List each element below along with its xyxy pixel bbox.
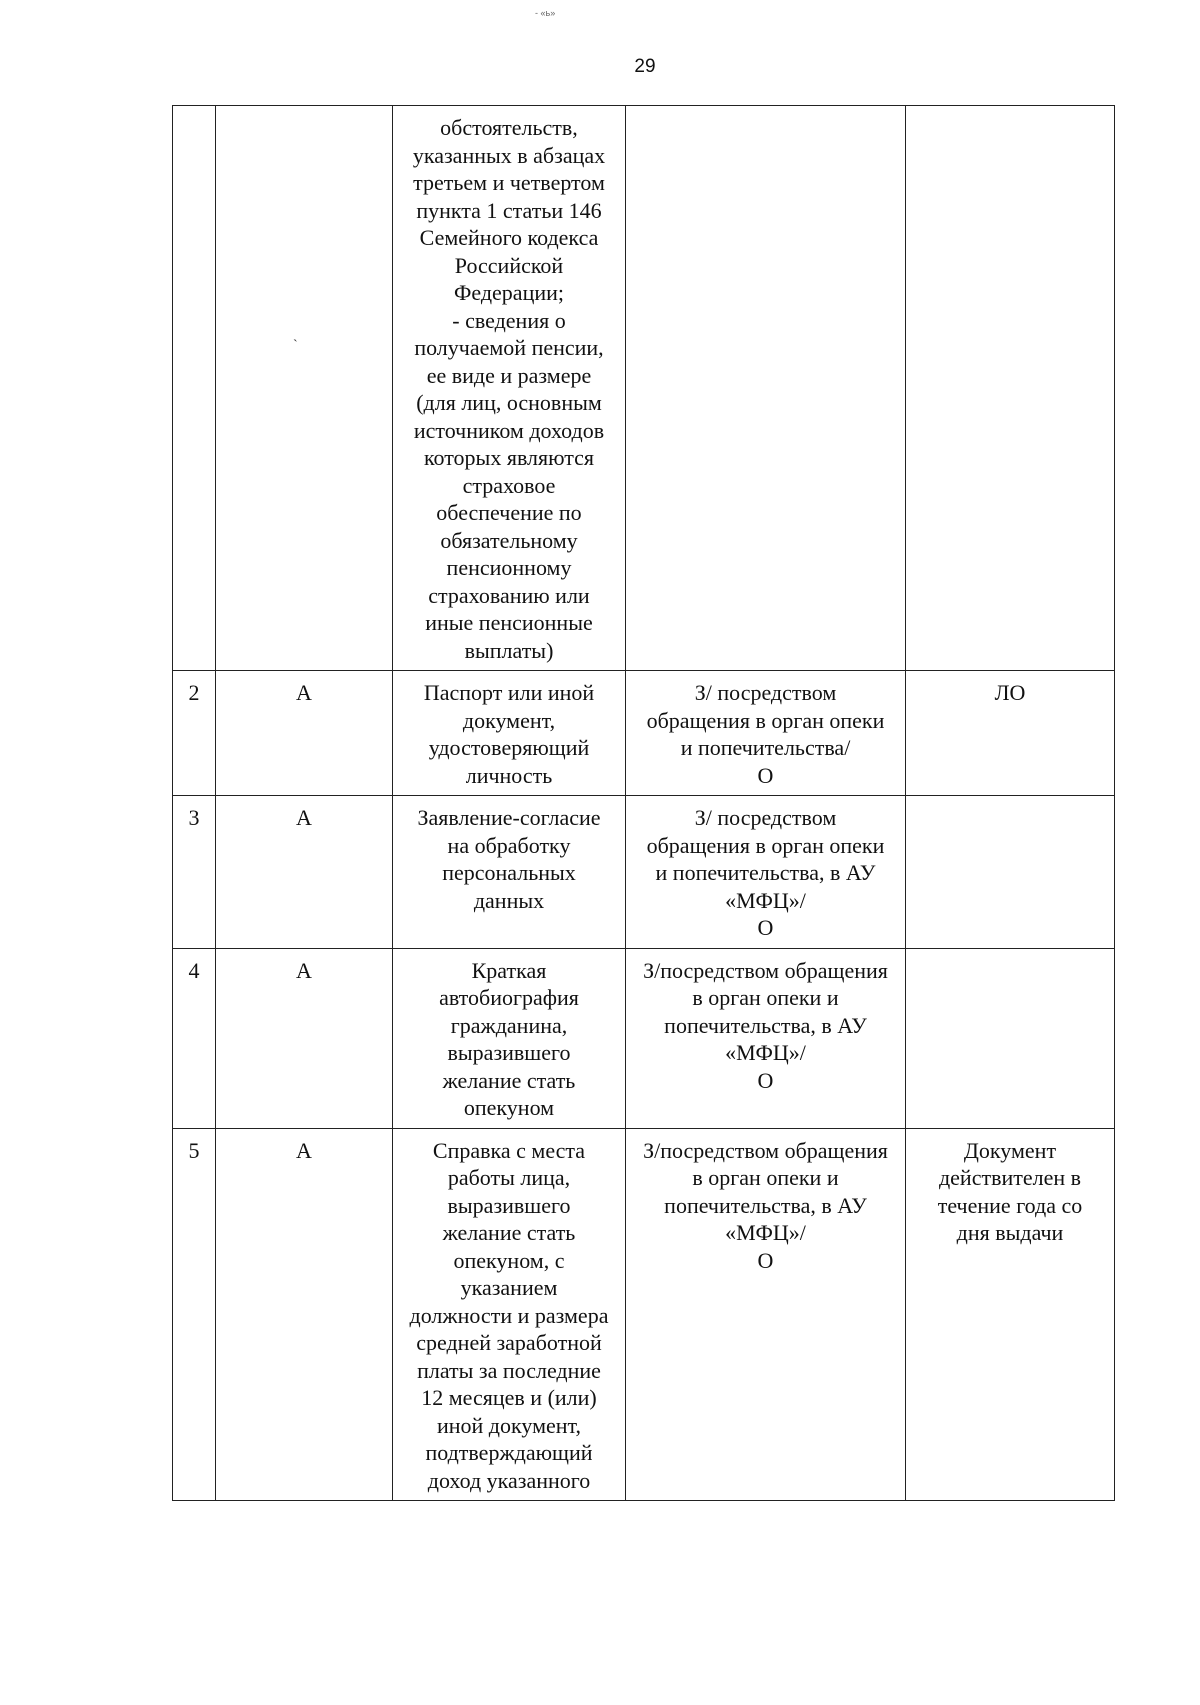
submission-method-line: З/ посредством — [694, 680, 837, 705]
document-name-line: иные пенсионные — [425, 610, 593, 635]
document-name-line: выплаты) — [464, 637, 554, 663]
document-name-line: иной документ, — [436, 1412, 582, 1438]
row-number-cell — [173, 671, 216, 796]
document-name-line: третьем и четвертом — [413, 170, 605, 195]
document-name-line: которых являются — [423, 445, 595, 470]
document-name-line: на обработку — [447, 832, 571, 858]
documents-table-body — [173, 106, 1115, 1501]
document-name-cell — [393, 671, 626, 796]
scan-artifact-tick: ` — [293, 338, 298, 353]
submission-method-line: обращения в орган опеки — [646, 707, 885, 733]
submission-method-line: О — [757, 1247, 774, 1273]
category-cell — [216, 671, 393, 796]
row-number-cell — [173, 948, 216, 1128]
document-name-line: Справка с места — [432, 1137, 586, 1163]
document-name-line: средней заработной — [416, 1330, 602, 1355]
submission-method-line: попечительства, в АУ — [664, 1012, 867, 1038]
submission-method-line: обращения в орган опеки — [646, 832, 885, 858]
row-number-text: 5 — [188, 1137, 200, 1163]
row-number-cell — [173, 106, 216, 671]
document-name-line: - сведения о — [452, 307, 566, 333]
row-number-text: 2 — [188, 680, 200, 705]
table-row — [173, 948, 1115, 1128]
submission-method-line: попечительства, в АУ — [664, 1192, 867, 1218]
submission-method-cell — [626, 1128, 906, 1501]
category-cell — [216, 1128, 393, 1501]
document-name-line: указанных в абзацах — [412, 142, 606, 168]
submission-method-cell — [626, 106, 906, 671]
document-name-line: выразившего — [447, 1040, 571, 1065]
note-line: ЛО — [994, 680, 1026, 705]
submission-method-line: О — [757, 1067, 774, 1093]
document-name-line: страхованию или — [428, 582, 590, 608]
table-row — [173, 796, 1115, 949]
note-cell — [906, 948, 1115, 1128]
document-name-line: автобиография — [439, 985, 579, 1010]
document-name-line: персональных — [442, 860, 576, 885]
category-text: А — [296, 680, 312, 705]
category-cell — [216, 106, 393, 671]
document-name-line: опекуном — [463, 1095, 555, 1120]
document-name-line: Федерации; — [453, 280, 564, 305]
document-name-line: страховое — [462, 472, 556, 498]
page-number: 29 — [634, 56, 656, 77]
document-name-line: источником доходов — [413, 417, 605, 443]
document-name-line: опекуном, с — [453, 1247, 565, 1273]
note-line: течение года со — [937, 1192, 1083, 1218]
document-name-line: личность — [465, 762, 553, 788]
document-name-line: должности и размера — [409, 1302, 609, 1328]
document-name-line: ее виде и размере — [426, 362, 592, 388]
document-name-line: доход указанного — [427, 1467, 591, 1493]
document-name-cell — [393, 796, 626, 949]
submission-method-line: в орган опеки и — [692, 985, 839, 1010]
submission-method-line: О — [757, 762, 774, 788]
document-name-line: Российской — [454, 252, 564, 278]
document-name-line: указанием — [460, 1275, 558, 1300]
scan-artifact-mark: - «ь» — [535, 8, 556, 18]
table-row — [173, 671, 1115, 796]
submission-method-line: «МФЦ»/ — [725, 1040, 806, 1065]
document-name-line: выразившего — [447, 1192, 571, 1218]
category-cell — [216, 948, 393, 1128]
table-row — [173, 1128, 1115, 1501]
document-name-line: подтверждающий — [425, 1440, 593, 1465]
document-name-line: работы лица, — [447, 1165, 571, 1190]
note-line: Документ — [963, 1137, 1057, 1163]
document-name-line: пенсионному — [446, 555, 572, 580]
document-name-line: документ, — [462, 707, 556, 733]
document-name-line: (для лиц, основным — [416, 390, 602, 415]
note-cell — [906, 671, 1115, 796]
row-number-text: 3 — [188, 805, 200, 830]
submission-method-line: О — [757, 915, 774, 940]
submission-method-cell — [626, 948, 906, 1128]
category-text: А — [296, 957, 312, 983]
note-cell — [906, 1128, 1115, 1501]
note-cell — [906, 106, 1115, 671]
submission-method-line: и попечительства, в АУ — [655, 860, 876, 885]
document-name-line: обязательному — [440, 527, 578, 553]
note-line: действителен в — [938, 1165, 1082, 1190]
document-name-line: удостоверяющий — [428, 735, 590, 760]
submission-method-line: «МФЦ»/ — [725, 887, 806, 913]
documents-table — [172, 105, 1115, 1501]
document-name-cell — [393, 106, 626, 671]
category-text: А — [296, 805, 312, 830]
note-line: дня выдачи — [956, 1220, 1064, 1245]
document-name-line: обстоятельств, — [440, 115, 578, 140]
submission-method-line: З/посредством обращения — [643, 957, 888, 983]
category-text: А — [296, 1137, 312, 1163]
row-number-text: 4 — [188, 957, 200, 983]
row-number-cell — [173, 1128, 216, 1501]
row-number-cell — [173, 796, 216, 949]
document-name-cell — [393, 1128, 626, 1501]
submission-method-cell — [626, 796, 906, 949]
document-name-line: 12 месяцев и (или) — [421, 1385, 597, 1410]
document-name-line: Паспорт или иной — [423, 680, 595, 705]
document-name-line: получаемой пенсии, — [414, 335, 604, 360]
document-name-line: желание стать — [442, 1067, 576, 1093]
category-cell — [216, 796, 393, 949]
submission-method-line: и попечительства/ — [680, 735, 851, 760]
note-cell — [906, 796, 1115, 949]
document-name-line: пункта 1 статьи 146 — [416, 197, 602, 223]
document-name-cell — [393, 948, 626, 1128]
document-name-line: Семейного кодекса — [419, 225, 599, 250]
document-name-line: желание стать — [442, 1220, 576, 1245]
document-name-line: гражданина, — [450, 1012, 568, 1038]
submission-method-line: в орган опеки и — [692, 1165, 839, 1190]
document-name-line: данных — [473, 887, 545, 913]
document-name-line: Краткая — [471, 957, 547, 983]
submission-method-line: З/посредством обращения — [643, 1137, 888, 1163]
document-name-line: Заявление-согласие — [417, 805, 601, 830]
document-name-line: обеспечение по — [436, 500, 582, 525]
submission-method-line: З/ посредством — [694, 805, 837, 830]
table-row — [173, 106, 1115, 671]
submission-method-cell — [626, 671, 906, 796]
submission-method-line: «МФЦ»/ — [725, 1220, 806, 1245]
document-name-line: платы за последние — [417, 1357, 601, 1383]
